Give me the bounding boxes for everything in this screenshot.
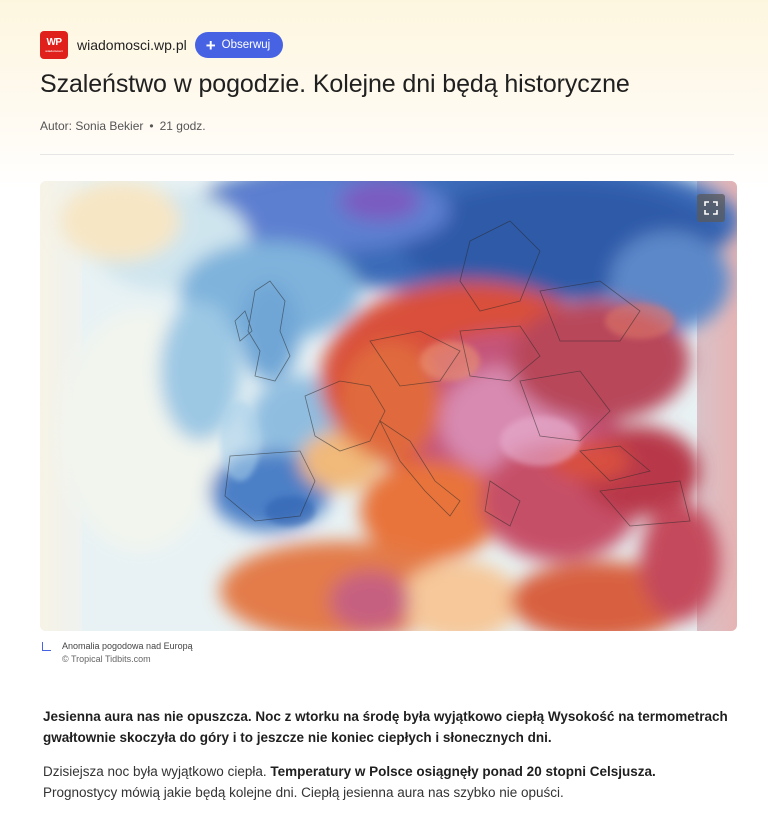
logo-subtext: wiadomosci [45,48,63,53]
paragraph-text-1: Dzisiejsza noc była wyjątkowo ciepła. [43,764,271,779]
follow-label: Obserwuj [221,39,271,51]
image-caption [42,640,193,666]
logo-text: WP [46,36,62,48]
separator-dot: • [149,119,154,133]
paragraph-bold: Temperatury w Polsce osiągnęły ponad 20 stopni Celsjusza. [270,764,656,779]
publish-time: 21 godz. [159,119,206,133]
plus-icon: + [205,35,216,55]
author[interactable]: Autor: Sonia Bekier [40,119,144,133]
caption-credit: © Tropical Tidbits.com [62,654,151,664]
follow-button[interactable] [195,32,284,58]
article-image[interactable] [40,181,737,631]
source-row [40,30,283,60]
article-lead: Jesienna aura nas nie opuszcza. Noc z wtorku na środę była wyjątkowo ciepłą Wysokość na termometrach gwałtownie skoczyła do góry i to jeszcze nie koniec ciepłych i słonecznych dni. [43,709,728,745]
weather-anomaly-map [40,181,737,631]
corner-bracket-icon [42,642,51,651]
article-paragraph [43,761,733,803]
wp-logo[interactable] [40,31,68,59]
expand-button[interactable] [697,194,725,222]
divider [40,154,734,155]
caption-text: Anomalia pogodowa nad Europą [62,641,193,651]
article-meta [40,119,206,133]
source-name[interactable]: wiadomosci.wp.pl [77,37,187,53]
fullscreen-icon [704,201,718,215]
paragraph-text-2: Prognostycy mówią jakie będą kolejne dni. Ciepłą jesienna aura nas szybko nie opuści. [43,785,564,800]
article-title: Szaleństwo w pogodzie. Kolejne dni będą historyczne [40,70,630,98]
